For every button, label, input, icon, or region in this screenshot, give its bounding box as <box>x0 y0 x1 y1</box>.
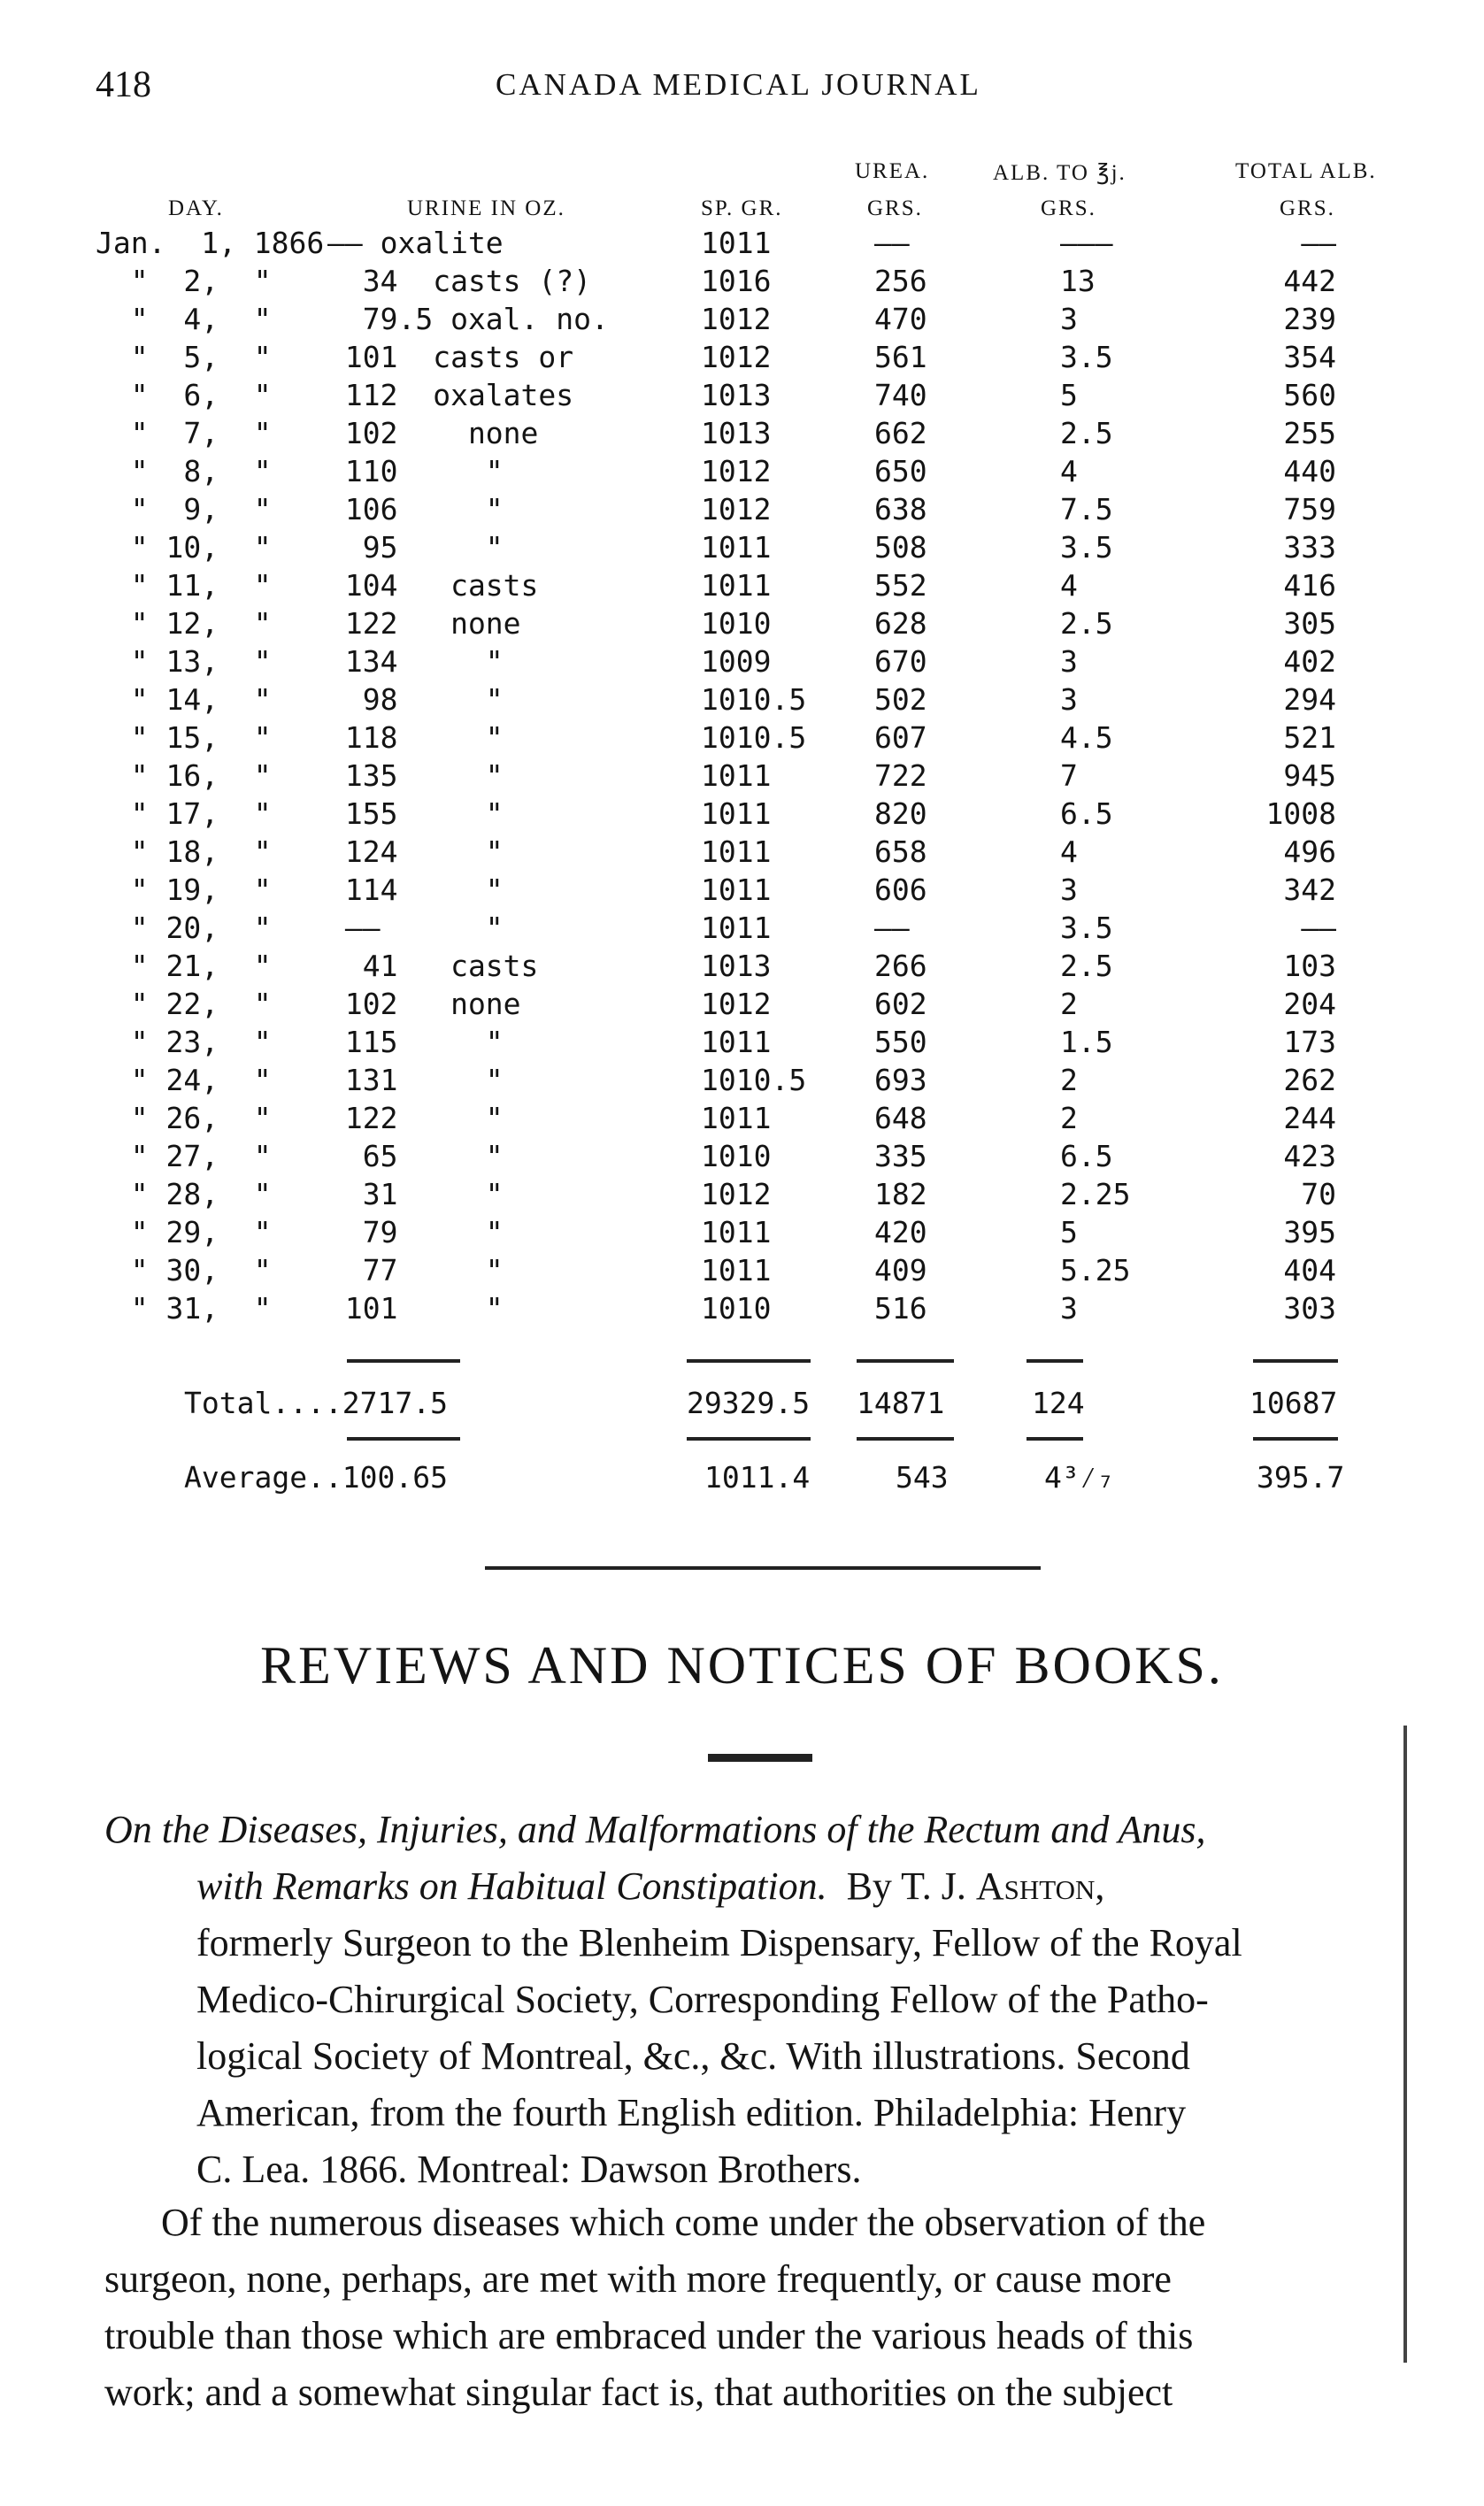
cell-day: " 6, " <box>96 378 272 412</box>
cell-alb: 3 <box>1060 644 1078 679</box>
cell-urine: 31 " <box>327 1177 504 1211</box>
cell-sp-gr: 1012 <box>701 492 772 527</box>
cell-total: 103 <box>1283 949 1336 983</box>
cell-sp-gr: 1011 <box>701 1025 772 1059</box>
cell-total: 244 <box>1283 1101 1336 1135</box>
average-sp-gr: 1011.4 <box>704 1460 811 1495</box>
cell-urea: 266 <box>874 949 927 983</box>
cell-alb: 2 <box>1060 987 1078 1021</box>
cell-total: 239 <box>1283 302 1336 336</box>
cell-urine: 110 " <box>327 454 504 488</box>
cell-day: " 18, " <box>96 834 272 869</box>
table-row <box>0 1289 1484 1327</box>
cell-urine: 115 " <box>327 1025 504 1059</box>
cell-sp-gr: 1009 <box>701 644 772 679</box>
cell-sp-gr: 1010 <box>701 606 772 641</box>
cell-total: —— <box>1301 226 1336 260</box>
cell-day: " 19, " <box>96 872 272 907</box>
cell-sp-gr: 1011 <box>701 1101 772 1135</box>
cell-day: " 30, " <box>96 1253 272 1288</box>
cell-total: 173 <box>1283 1025 1336 1059</box>
cell-total: 521 <box>1283 720 1336 755</box>
table-row <box>0 719 1484 757</box>
table-row <box>0 833 1484 871</box>
cell-total: 1008 <box>1265 796 1336 831</box>
total-sp-gr: 29329.5 <box>687 1386 811 1420</box>
cell-sp-gr: 1010.5 <box>701 682 807 717</box>
cell-total: 440 <box>1283 454 1336 488</box>
table-row <box>0 414 1484 452</box>
cell-sp-gr: 1011 <box>701 226 772 260</box>
cell-urine: 101 " <box>327 1291 504 1326</box>
section-title: REVIEWS AND NOTICES OF BOOKS. <box>260 1636 1224 1695</box>
cell-alb: 4 <box>1060 834 1078 869</box>
cell-sp-gr: 1010 <box>701 1139 772 1173</box>
cell-alb: 7 <box>1060 758 1078 793</box>
cell-urine: 79.5 oxal. no. <box>327 302 609 336</box>
cell-day: " 21, " <box>96 949 272 983</box>
section-separator <box>485 1566 1041 1570</box>
table-row <box>0 642 1484 680</box>
cell-urea: 508 <box>874 530 927 565</box>
cell-sp-gr: 1011 <box>701 1253 772 1288</box>
rule <box>857 1437 954 1441</box>
cell-urea: 182 <box>874 1177 927 1211</box>
cell-total: 342 <box>1283 872 1336 907</box>
cell-urea: 256 <box>874 264 927 298</box>
cell-sp-gr: 1011 <box>701 796 772 831</box>
cell-alb: 3.5 <box>1060 911 1113 945</box>
header-sp-gr: SP. GR. <box>701 196 783 220</box>
cell-sp-gr: 1013 <box>701 949 772 983</box>
cell-sp-gr: 1012 <box>701 454 772 488</box>
book-citation-line-7: C. Lea. 1866. Montreal: Dawson Brothers. <box>196 2148 862 2191</box>
cell-urine: 79 " <box>327 1215 504 1249</box>
table-row <box>0 262 1484 300</box>
running-head: CANADA MEDICAL JOURNAL <box>496 67 981 102</box>
cell-day: " 5, " <box>96 340 272 374</box>
cell-total: 423 <box>1283 1139 1336 1173</box>
cell-urea: —— <box>874 911 910 945</box>
cell-alb: 2.5 <box>1060 416 1113 450</box>
cell-alb: 3 <box>1060 872 1078 907</box>
cell-alb: 2.25 <box>1060 1177 1131 1211</box>
cell-urine: 122 none <box>327 606 521 641</box>
urine-analysis-table <box>0 224 1484 1327</box>
rule <box>1253 1437 1338 1441</box>
paragraph-line-1: Of the numerous diseases which come under the observation of the <box>161 2201 1206 2244</box>
table-row <box>0 1175 1484 1213</box>
cell-total: 402 <box>1283 644 1336 679</box>
book-citation-line-5: logical Society of Montreal, &c., &c. With illustrations. Second <box>196 2034 1190 2078</box>
cell-alb: 2.5 <box>1060 949 1113 983</box>
rule <box>857 1359 954 1363</box>
cell-sp-gr: 1011 <box>701 758 772 793</box>
paragraph-line-4: work; and a somewhat singular fact is, that authorities on the subject <box>104 2371 1173 2414</box>
cell-alb: 7.5 <box>1060 492 1113 527</box>
cell-alb: 1.5 <box>1060 1025 1113 1059</box>
table-row <box>0 871 1484 909</box>
book-citation-line-3: formerly Surgeon to the Blenheim Dispensary, Fellow of the Royal <box>196 1921 1242 1964</box>
header-alb-bottom: GRS. <box>1041 196 1096 220</box>
header-total-top: TOTAL ALB. <box>1235 159 1377 183</box>
book-citation-line-6: American, from the fourth English edition. Philadelphia: Henry <box>196 2091 1187 2134</box>
cell-urea: 502 <box>874 682 927 717</box>
rule <box>687 1359 811 1363</box>
paragraph-line-2: surgeon, none, perhaps, are met with more frequently, or cause more <box>104 2257 1172 2301</box>
cell-total: 945 <box>1283 758 1336 793</box>
cell-sp-gr: 1010.5 <box>701 720 807 755</box>
cell-total: 496 <box>1283 834 1336 869</box>
page-number: 418 <box>96 65 151 105</box>
book-title-line-1: On the Diseases, Injuries, and Malformations of the Rectum and Anus, <box>104 1808 1206 1851</box>
cell-urine: 118 " <box>327 720 504 755</box>
cell-day: " 13, " <box>96 644 272 679</box>
cell-urine: 114 " <box>327 872 504 907</box>
table-row <box>0 795 1484 833</box>
cell-sp-gr: 1013 <box>701 416 772 450</box>
cell-sp-gr: 1013 <box>701 378 772 412</box>
review-paragraph <box>104 2195 1388 2421</box>
cell-urea: 550 <box>874 1025 927 1059</box>
cell-sp-gr: 1010.5 <box>701 1063 807 1097</box>
table-row <box>0 757 1484 795</box>
cell-day: " 29, " <box>96 1215 272 1249</box>
header-urea-top: UREA. <box>855 159 930 183</box>
cell-day: " 11, " <box>96 568 272 603</box>
cell-urea: 670 <box>874 644 927 679</box>
table-row <box>0 376 1484 414</box>
cell-urine: 101 casts or <box>327 340 574 374</box>
cell-urine: 124 " <box>327 834 504 869</box>
cell-alb: 3 <box>1060 302 1078 336</box>
cell-alb: 3.5 <box>1060 340 1113 374</box>
table-row <box>0 224 1484 262</box>
book-citation-line-4: Medico-Chirurgical Society, Corresponding Fellow of the Patho- <box>196 1978 1209 2021</box>
cell-alb: 5 <box>1060 378 1078 412</box>
cell-urine: 104 casts <box>327 568 539 603</box>
table-row <box>0 1061 1484 1099</box>
cell-urea: 658 <box>874 834 927 869</box>
header-urine: URINE IN OZ. <box>407 196 565 220</box>
book-by: By T. J. <box>846 1864 966 1908</box>
cell-urea: 628 <box>874 606 927 641</box>
rule <box>1026 1359 1083 1363</box>
cell-day: " 22, " <box>96 987 272 1021</box>
cell-alb: 3 <box>1060 682 1078 717</box>
cell-urine: 112 oxalates <box>327 378 574 412</box>
cell-sp-gr: 1011 <box>701 911 772 945</box>
cell-alb: 2.5 <box>1060 606 1113 641</box>
cell-day: " 7, " <box>96 416 272 450</box>
table-row <box>0 490 1484 528</box>
cell-urine: 134 " <box>327 644 504 679</box>
header-day: DAY. <box>168 196 224 220</box>
total-label: Total....2717.5 <box>184 1386 449 1420</box>
book-author: Ashton, <box>975 1864 1105 1908</box>
cell-urea: 648 <box>874 1101 927 1135</box>
book-citation <box>104 1802 1388 2198</box>
cell-alb: 6.5 <box>1060 796 1113 831</box>
cell-total: —— <box>1301 911 1336 945</box>
header-alb-top: ALB. TO ℥j. <box>993 161 1126 185</box>
cell-day: " 8, " <box>96 454 272 488</box>
cell-urea: 602 <box>874 987 927 1021</box>
cell-alb: 4 <box>1060 568 1078 603</box>
cell-total: 759 <box>1283 492 1336 527</box>
cell-urea: 650 <box>874 454 927 488</box>
cell-urea: 420 <box>874 1215 927 1249</box>
cell-day: " 16, " <box>96 758 272 793</box>
cell-day: " 27, " <box>96 1139 272 1173</box>
cell-alb: 2 <box>1060 1063 1078 1097</box>
cell-urea: 607 <box>874 720 927 755</box>
cell-alb: 3.5 <box>1060 530 1113 565</box>
cell-sp-gr: 1016 <box>701 264 772 298</box>
average-total: 395.7 <box>1257 1460 1345 1495</box>
total-alb: 124 <box>1032 1386 1085 1420</box>
cell-urine: 135 " <box>327 758 504 793</box>
cell-total: 395 <box>1283 1215 1336 1249</box>
cell-alb: 5.25 <box>1060 1253 1131 1288</box>
cell-day: " 26, " <box>96 1101 272 1135</box>
table-row <box>0 528 1484 566</box>
cell-day: " 28, " <box>96 1177 272 1211</box>
table-row <box>0 947 1484 985</box>
cell-day: " 14, " <box>96 682 272 717</box>
cell-urea: 662 <box>874 416 927 450</box>
cell-total: 416 <box>1283 568 1336 603</box>
table-row <box>0 338 1484 376</box>
cell-alb: 4 <box>1060 454 1078 488</box>
cell-total: 204 <box>1283 987 1336 1021</box>
cell-urea: 606 <box>874 872 927 907</box>
cell-urine: 98 " <box>327 682 504 717</box>
cell-urine: 102 none <box>327 987 521 1021</box>
cell-urine: 155 " <box>327 796 504 831</box>
cell-urine: 77 " <box>327 1253 504 1288</box>
header-total-bottom: GRS. <box>1280 196 1335 220</box>
cell-sp-gr: 1012 <box>701 340 772 374</box>
table-row <box>0 680 1484 719</box>
average-alb: 4³⁄₇ <box>1044 1460 1115 1495</box>
table-row <box>0 1251 1484 1289</box>
cell-total: 294 <box>1283 682 1336 717</box>
cell-sp-gr: 1012 <box>701 302 772 336</box>
cell-urea: 409 <box>874 1253 927 1288</box>
cell-day: " 23, " <box>96 1025 272 1059</box>
title-rule <box>708 1754 812 1762</box>
table-row <box>0 566 1484 604</box>
cell-total: 262 <box>1283 1063 1336 1097</box>
cell-alb: 6.5 <box>1060 1139 1113 1173</box>
cell-total: 70 <box>1301 1177 1336 1211</box>
paragraph-line-3: trouble than those which are embraced under the various heads of this <box>104 2314 1194 2357</box>
cell-urea: 561 <box>874 340 927 374</box>
table-row <box>0 604 1484 642</box>
table-row <box>0 985 1484 1023</box>
cell-total: 305 <box>1283 606 1336 641</box>
cell-day: " 9, " <box>96 492 272 527</box>
rule <box>347 1359 460 1363</box>
cell-total: 442 <box>1283 264 1336 298</box>
table-row <box>0 1023 1484 1061</box>
cell-alb: 5 <box>1060 1215 1078 1249</box>
cell-alb: ——— <box>1060 226 1113 260</box>
cell-day: " 2, " <box>96 264 272 298</box>
cell-sp-gr: 1011 <box>701 872 772 907</box>
table-row <box>0 452 1484 490</box>
cell-day: " 17, " <box>96 796 272 831</box>
cell-sp-gr: 1011 <box>701 568 772 603</box>
cell-urine: —— " <box>327 911 504 945</box>
cell-urine: 106 " <box>327 492 504 527</box>
cell-total: 404 <box>1283 1253 1336 1288</box>
cell-total: 354 <box>1283 340 1336 374</box>
average-urea: 543 <box>896 1460 949 1495</box>
cell-sp-gr: 1012 <box>701 1177 772 1211</box>
cell-urea: 552 <box>874 568 927 603</box>
cell-urea: 470 <box>874 302 927 336</box>
cell-alb: 3 <box>1060 1291 1078 1326</box>
cell-urea: 722 <box>874 758 927 793</box>
average-label: Average..100.65 <box>184 1460 449 1495</box>
table-row <box>0 1099 1484 1137</box>
cell-urea: 335 <box>874 1139 927 1173</box>
cell-urine: 34 casts (?) <box>327 264 592 298</box>
page-edge-shadow <box>1403 1726 1407 2363</box>
header-urea-bottom: GRS. <box>867 196 923 220</box>
cell-urine: 65 " <box>327 1139 504 1173</box>
cell-urea: 820 <box>874 796 927 831</box>
rule <box>347 1437 460 1441</box>
cell-urine: 95 " <box>327 530 504 565</box>
cell-alb: 2 <box>1060 1101 1078 1135</box>
cell-urea: 693 <box>874 1063 927 1097</box>
cell-day: " 4, " <box>96 302 272 336</box>
cell-sp-gr: 1010 <box>701 1291 772 1326</box>
cell-sp-gr: 1011 <box>701 834 772 869</box>
rule <box>687 1437 811 1441</box>
table-row <box>0 1213 1484 1251</box>
cell-urine: 102 none <box>327 416 539 450</box>
cell-day: " 10, " <box>96 530 272 565</box>
cell-alb: 13 <box>1060 264 1096 298</box>
cell-day: " 15, " <box>96 720 272 755</box>
table-row <box>0 1137 1484 1175</box>
cell-day: " 12, " <box>96 606 272 641</box>
cell-urine: —— oxalite <box>327 226 504 260</box>
cell-alb: 4.5 <box>1060 720 1113 755</box>
rule <box>1026 1437 1083 1441</box>
table-row <box>0 300 1484 338</box>
cell-total: 333 <box>1283 530 1336 565</box>
cell-day: " 20, " <box>96 911 272 945</box>
cell-urea: 516 <box>874 1291 927 1326</box>
cell-urea: —— <box>874 226 910 260</box>
cell-day: " 31, " <box>96 1291 272 1326</box>
cell-sp-gr: 1011 <box>701 530 772 565</box>
cell-total: 255 <box>1283 416 1336 450</box>
cell-total: 303 <box>1283 1291 1336 1326</box>
total-urea: 14871 <box>857 1386 945 1420</box>
cell-sp-gr: 1012 <box>701 987 772 1021</box>
cell-day: " 24, " <box>96 1063 272 1097</box>
cell-day: Jan. 1, 1866 <box>96 226 325 260</box>
book-title-line-2: with Remarks on Habitual Constipation. <box>196 1864 827 1908</box>
cell-sp-gr: 1011 <box>701 1215 772 1249</box>
cell-urine: 122 " <box>327 1101 504 1135</box>
rule <box>1253 1359 1338 1363</box>
cell-urea: 740 <box>874 378 927 412</box>
cell-urine: 131 " <box>327 1063 504 1097</box>
total-total: 10687 <box>1249 1386 1338 1420</box>
cell-urine: 41 casts <box>327 949 539 983</box>
cell-urea: 638 <box>874 492 927 527</box>
cell-total: 560 <box>1283 378 1336 412</box>
table-row <box>0 909 1484 947</box>
